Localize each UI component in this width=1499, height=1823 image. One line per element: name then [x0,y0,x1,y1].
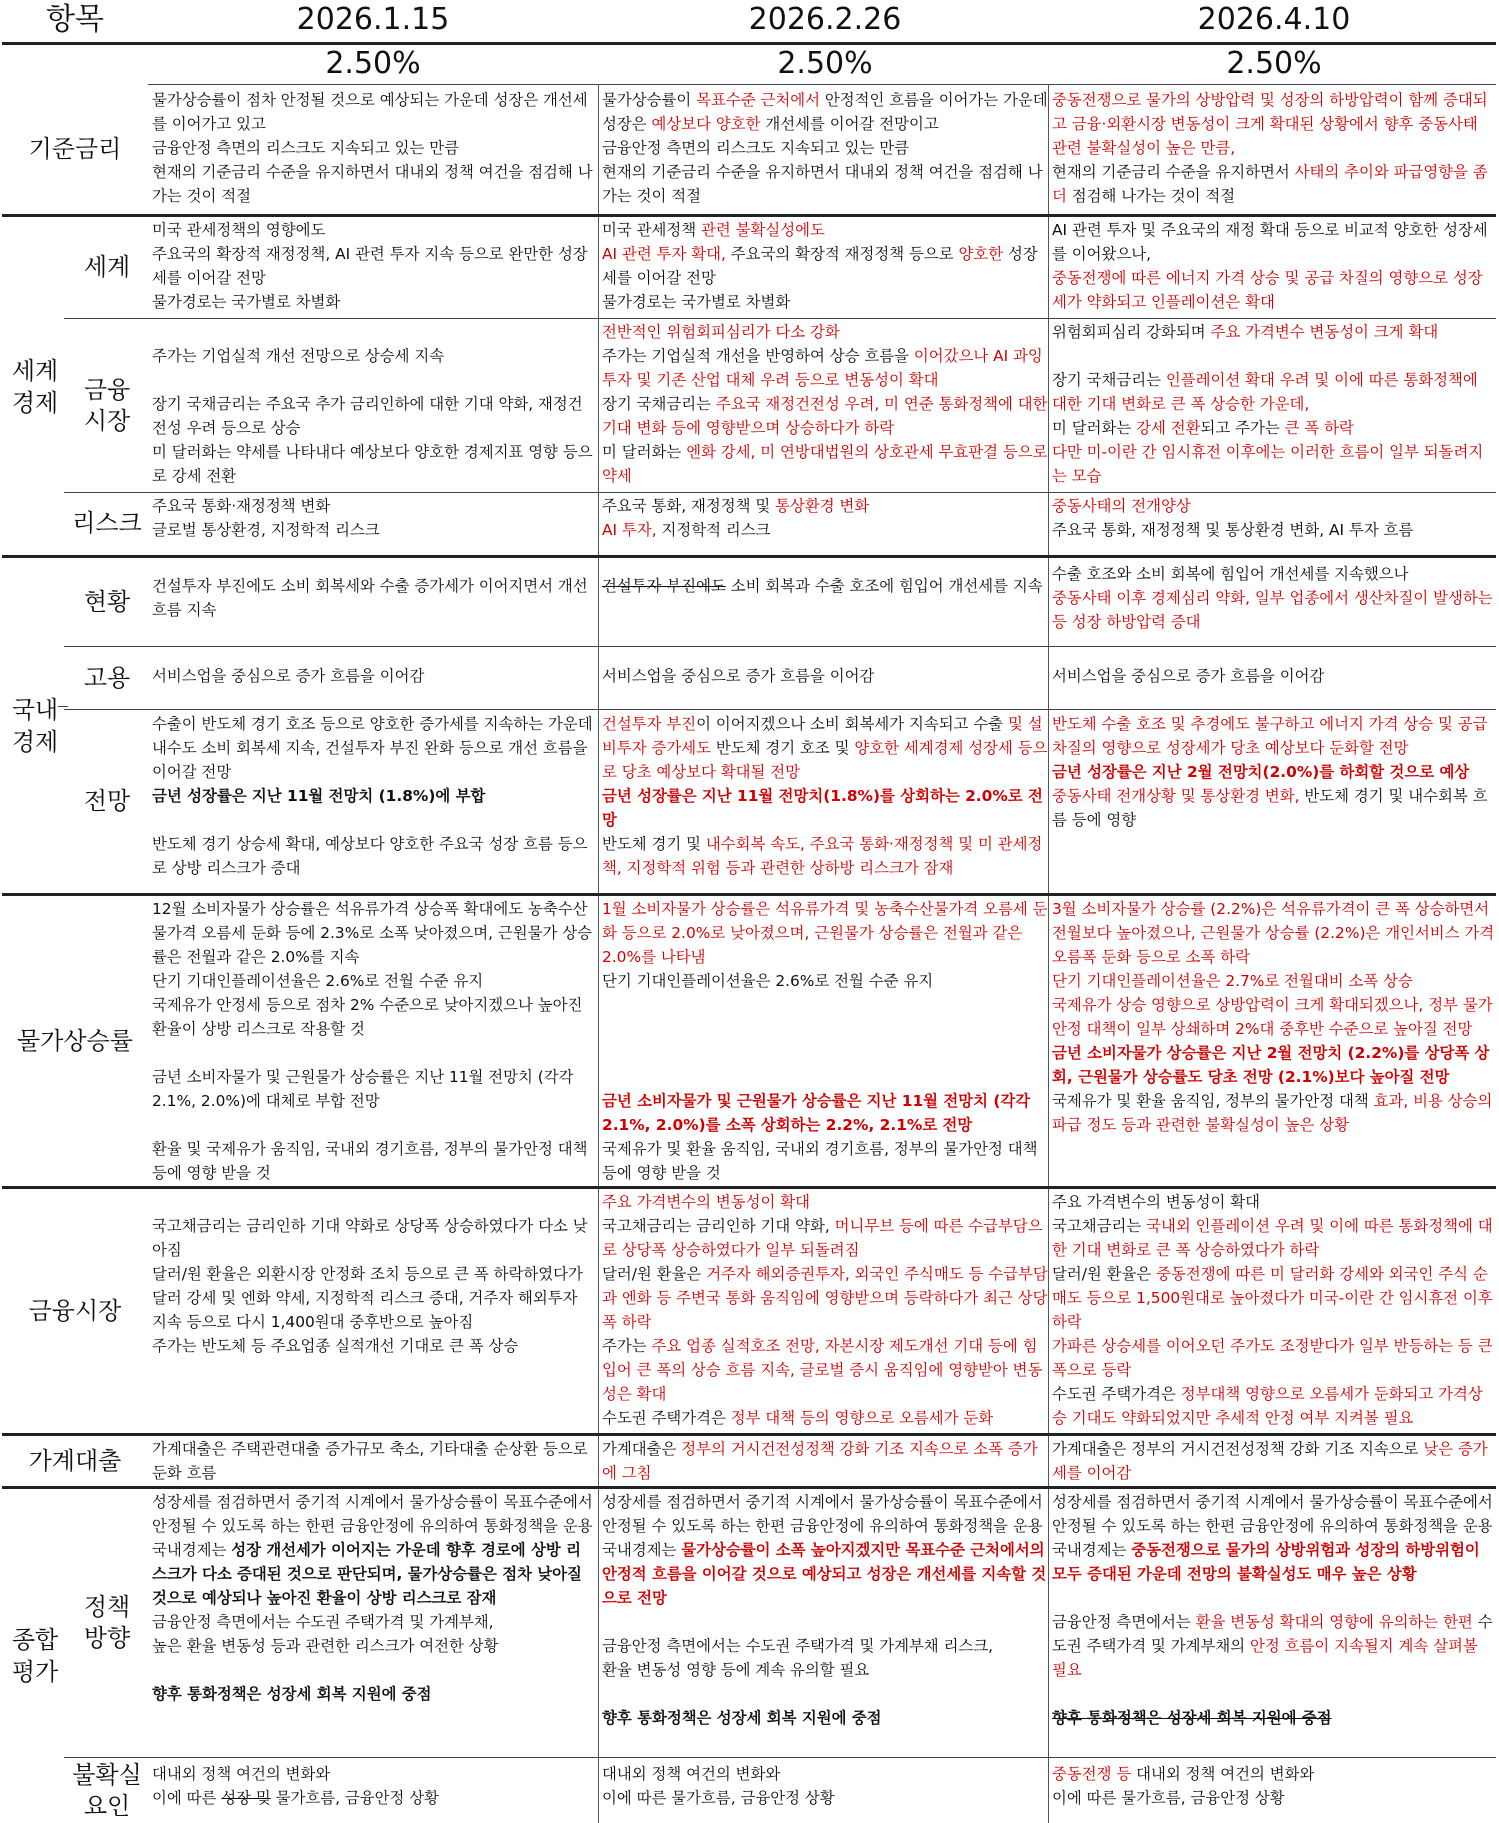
col-sep-1 [598,84,599,1823]
cell-outlook-2 [602,712,1048,892]
cell-text-segment: AI 관련 투자 확대, [602,245,726,263]
cell-fin-market-1 [152,1190,594,1432]
cell-text-segment: 현재의 기준금리 수준을 유지하면서 [1052,163,1290,181]
label-domestic-economy: 국내 경제 [11,695,59,756]
cell-text-segment: 지정학적 리스크 [656,521,771,539]
cell-text-segment: 주가는 기업실적 개선을 반영하여 상승 흐름을 [602,347,909,365]
cell-risk-3 [1052,494,1496,552]
cell-text-segment: 12월 소비자물가 상승률은 석유류가격 상승폭 확대에도 농축수산물가격 오름세 둔화 등에 2.3%로 소폭 낮아졌으며, 근원물가 상승률은 전월과 같은 2.0%를 지속 단기 기대인플레이션율은 2.6%로 전월 수준 유지 국제유가 안정세 등으로 점차 2% 수준으로 낮아지겠으나 높아진 환율이 상방 리스크로 작용할 것 금년 소비자물가 및 근원물가 상승률은 지난 11월 전망치 (각각 2.1%, 2.0%)에 대체로 부합 전망 환율 및 국제유가 움직임, 국내외 경기흐름, 정부의 물가안정 대책 등에 영향 받을 것 [152,900,592,1182]
cell-text-segment: 금년 소비자물가 및 근원물가 상승률은 지난 11월 전망치 (각각 2.1%, 2.0%)를 소폭 상회하는 2.2%, 2.1%로 전망 [602,1092,1031,1134]
cell-status-1 [152,574,594,644]
cell-text-segment: 정부의 거시건전성정책 강화 기조 지속으로 소폭 증가에 그침 [602,1440,1038,1482]
cell-text-segment: 위험회피심리 강화되며 [1052,323,1211,341]
cell-text-segment: 금년 성장률은 지난 2월 전망치(2.0%)를 하회할 것으로 예상 [1052,763,1470,781]
cell-text-segment: 성장 개선세가 이어지는 가운데 향후 경로에 상방 리스크가 다소 증대된 것으로 판단되며, 물가상승률은 점차 낮아질 것으로 예상되나 높아진 환율이 상방 리스크로 잠재 [152,1541,582,1607]
cell-text-segment: 국제유가 및 환율 움직임, 국내외 경기흐름, 정부의 물가안정 대책 등에 영향 받을 것 [602,1140,1038,1182]
cell-text-segment: 환율 변동성 확대의 영향에 유의하는 한편 [1195,1613,1473,1631]
cell-text-segment: 장기 국채금리는 [1052,371,1161,389]
cell-text-segment: 점검해 나가는 것이 적절 [1066,187,1236,205]
cell-text-segment: 중동사태의 전개양상 [1052,497,1191,515]
label-fin-market: 금융시장 [28,1297,122,1325]
cell-uncertainty-1 [152,1762,594,1820]
cell-text-segment: 성장세를 점검하면서 중기적 시계에서 물가상승률이 목표수준에서 안정될 수 있도록 하는 한편 금융안정에 유의하여 통화정책을 운용 국내경제는 [602,1493,1043,1559]
cell-text-segment: AI 투자, [602,521,657,539]
label-household: 가계대출 [28,1447,122,1475]
cell-text-segment: 금년 성장률은 지난 11월 전망치 (1.8%)에 부합 [152,787,486,805]
cell-text-segment: 반도체 경기 상승세 확대, 예상보다 양호한 주요국 성장 흐름 등으로 상방 리스크가 증대 [152,835,588,877]
label-fin-market-world: 금융 시장 [83,375,131,435]
cell-text-segment: 향후 통화정책은 성장세 회복 지원에 중점 [152,1685,432,1703]
cell-text-segment: 이어갔으나 AI 과잉투자 및 기존 산업 대체 우려 등으로 변동성이 확대 [602,347,1043,389]
cell-text-segment: 반도체 수출 호조 및 추경에도 불구하고 에너지 가격 상승 및 공급 차질의 영향으로 성장세가 당초 예상보다 둔화할 전망 [1052,715,1488,757]
cell-text-segment: 주요 가격변수의 변동성이 확대 [602,1193,810,1211]
cell-text-segment: 중동전쟁으로 물가의 상방압력 및 성장의 하방압력이 함께 증대되고 금융·외환시장 변동성이 크게 확대된 상황에서 향후 중동사태 관련 불확실성이 높은 만큼, [1052,91,1488,157]
cell-risk-2 [602,494,1048,552]
cell-fin-world-3 [1052,320,1496,491]
cell-fin-market-2 [602,1190,1048,1432]
cell-text-segment: 주가는 [602,1337,647,1355]
col-sep-2 [1048,84,1049,1823]
cell-text-segment: 중동사태 전개상황 및 통상환경 변화, [1052,787,1300,805]
cell-text-segment: 반도체 경기 호조 및 [710,739,855,757]
cell-text-segment: 주요국 통화, 재정정책 및 [602,497,776,515]
cell-base-rate-2 [602,88,1048,212]
cell-text-segment: 국고채금리는 금리인하 기대 약화, [602,1217,830,1235]
cell-text-segment: 효과, 비용 상승의 파급 정도 등과 관련한 불확실성이 높은 상황 [1052,1092,1493,1134]
cell-text-segment: 통상환경 변화 [775,497,870,515]
cell-text-segment: 거주자 해외증권투자, 외국인 주식매도 등 수급부담과 엔화 등 주변국 통화 움직임에 영향받으며 등락하다가 최근 상당폭 하락 [602,1265,1048,1331]
cell-text-segment: 소비 회복과 수출 호조에 힘입어 개선세를 지속 [725,577,1043,595]
cell-text-segment: 서비스업을 중심으로 증가 흐름을 이어감 [152,667,425,685]
cell-text-segment: 대내외 정책 여건의 변화와 이에 따른 물가흐름, 금융안정 상황 [1052,1765,1315,1807]
cell-text-segment: 이 이어지겠으나 소비 회복세가 지속되고 수출 [696,715,1008,733]
cell-text-segment: 중동사태 이후 경제심리 약화, 일부 업종에서 생산차질이 발생하는 등 성장 하방압력 증대 [1052,589,1493,631]
cell-text-segment: 향후 통화정책은 성장세 회복 지원에 중점 [1052,1709,1332,1727]
cell-text-segment: 성장세를 점검하면서 중기적 시계에서 물가상승률이 목표수준에서 안정될 수 있도록 하는 한편 금융안정에 유의하여 통화정책을 운용 국내경제는 [152,1493,593,1559]
cell-inflation-3 [1052,897,1496,1185]
cell-text-segment: 수도권 주택가격은 [602,1409,726,1427]
cell-text-segment: 목표수준 근처에서 [696,91,820,109]
cell-text-segment: 되고 주가는 [1200,419,1285,437]
cell-text-segment: 가파른 상승세를 이어오던 주가도 조정받다가 일부 반등하는 등 큰 폭으로 등락 [1052,1337,1493,1379]
date-col-2: 2026.2.26 [748,2,902,37]
cell-text-segment: 수도권 주택가격 및 가계부채의 [1052,1613,1493,1655]
cell-text-segment: 달러/원 환율은 [602,1265,702,1283]
cell-inflation-2 [602,897,1048,1185]
cell-text-segment: 반도체 경기 및 [602,835,701,853]
divider [2,893,1496,896]
label-world: 세계 [83,252,131,281]
cell-text-segment: 금년 소비자물가 상승률은 지난 2월 전망치 (2.2%)를 상당폭 상회, 근원물가 상승률도 당초 전망 (2.1%)보다 높아질 전망 [1052,1044,1490,1086]
label-outlook: 전망 [83,787,131,815]
divider [64,318,1496,319]
cell-uncertainty-2 [602,1762,1048,1820]
divider [64,646,1496,647]
cell-employment-3 [1052,664,1496,708]
cell-text-segment: 국제유가 및 환율 움직임, 정부의 물가안정 대책 [1052,1092,1369,1110]
label-uncertainty: 불확실 요인 [72,1760,142,1820]
label-inflation: 물가상승률 [17,1027,133,1055]
cell-text-segment: 물가상승률이 점차 안정될 것으로 예상되는 가운데 성장은 개선세를 이어가고 있고 금융안정 측면의 리스크도 지속되고 있는 만큼 현재의 기준금리 수준을 유지하면서 대내외 정책 여건을 점검해 나가는 것이 적절 [152,91,593,205]
cell-text-segment: 대내외 정책 여건의 변화와 이에 따른 [152,1765,331,1807]
label-policy: 정책 방향 [83,1593,131,1652]
cell-text-segment: 주요국 재정건전성 우려, 미 연준 통화정책에 대한 기대 변화 등에 영향받으며 상승하다가 하락 [602,395,1048,437]
cell-text-segment: 정부 대책 등의 영향으로 오름세가 둔화 [730,1409,994,1427]
cell-employment-2 [602,664,1048,708]
cell-text-segment: 주가는 기업실적 개선 전망으로 상승세 지속 장기 국채금리는 주요국 추가 금리인하에 대한 기대 약화, 재정건전성 우려 등으로 상승 미 달러화는 약세를 나타내다 예상보다 양호한 경제지표 영향 등으로 강세 전환 [152,347,593,485]
label-employment: 고용 [83,663,131,692]
divider [64,709,1496,710]
cell-fin-world-2 [602,320,1048,491]
cell-outlook-1 [152,712,594,892]
cell-text-segment: 건설투자 부진에도 [602,577,726,595]
cell-text-segment: 국내외 인플레이션 우려 및 이에 따른 통화정책에 대한 기대 변화로 큰 폭 상승하였다가 하락 [1052,1217,1493,1259]
cell-text-segment: 낮은 증가세를 이어감 [1052,1440,1488,1482]
cell-text-segment: 금년 성장률은 지난 11월 전망치(1.8%)를 상회하는 2.0%로 전망 [602,787,1043,829]
cell-text-segment: 미국 관세정책의 영향에도 주요국의 확장적 재정정책, AI 관련 투자 지속 등으로 완만한 성장세를 이어갈 전망 물가경로는 국가별로 차별화 [152,221,588,311]
label-world-economy: 세계 경제 [11,357,59,417]
cell-text-segment: 관련 불확실성에도 [701,221,825,239]
cell-world-1 [152,218,594,317]
cell-text-segment: 내수회복 속도, 주요국 통화·재정정책 및 미 관세정책, 지정학적 위험 등과 관련한 상하방 리스크가 잠재 [602,835,1043,877]
cell-text-segment: 수출이 반도체 경기 호조 등으로 양호한 증가세를 지속하는 가운데 내수도 소비 회복세 지속, 건설투자 부진 완화 등으로 개선 흐름을 이어갈 전망 [152,715,593,781]
cell-text-segment: 중동전쟁으로 물가의 상방위험과 성장의 하방위험이 모두 증대된 가운데 전망의 불확실성도 매우 높은 상황 [1052,1541,1480,1583]
cell-inflation-1 [152,897,594,1185]
rate-col-1: 2.50% [325,46,421,81]
cell-text-segment: 미 달러화는 [602,443,682,461]
date-col-1: 2026.1.15 [296,2,450,37]
header-item: 항목 [46,2,104,37]
label-overall: 종합 평가 [11,1626,59,1686]
cell-policy-3 [1052,1490,1496,1756]
cell-text-segment: 금융안정 측면에서는 수도권 주택가격 및 가계부채 리스크, 환율 변동성 영향 등에 계속 유의할 필요 [602,1637,994,1679]
cell-text-segment: 큰 폭 하락 [1284,419,1354,437]
cell-text-segment: 1월 소비자물가 상승률은 석유류가격 및 농축수산물가격 오름세 둔화 등으로 2.0%로 낮아졌으며, 근원물가 상승률은 전월과 같은 2.0%를 나타냄 [602,900,1048,966]
cell-employment-1 [152,664,594,708]
cell-text-segment: 중동전쟁에 따른 에너지 가격 상승 및 공급 차질의 영향으로 성장세가 약화되고 인플레이션은 확대 [1052,269,1483,311]
cell-text-segment: 양호한 세계경제 성장세 등으로 당초 예상보다 확대될 전망 [602,739,1048,781]
cell-text-segment: 가계대출은 주택관련대출 증가규모 축소, 기타대출 순상환 등으로 둔화 흐름 [152,1440,588,1482]
cell-text-segment: 3월 소비자물가 상승률 (2.2%)은 석유류가격이 큰 폭 상승하면서 전월보다 높아졌으나, 근원물가 상승률 (2.2%)은 개인서비스 가격 오름폭 둔화 등으로 소폭 하락 단기 기대인플레이션율은 2.7%로 전월대비 소폭 상승 국제유가 상승 영향으로 상방압력이 크게 확대되겠으나, 정부 물가안정 대책이 일부 상쇄하며 2%대 중후반 수준으로 높아질 전망 [1052,900,1495,1038]
cell-text-segment: 머니무브 등에 따른 수급부담으로 상당폭 상승하였다가 일부 되돌려짐 [602,1217,1043,1259]
cell-text-segment: 사태의 추이와 파급영향을 좀 더 [1052,163,1488,205]
cell-text-segment: 정부대책 영향으로 오름세가 둔화되고 가격상승 기대도 약화되었지만 추세적 안정 여부 지켜볼 필요 [1052,1385,1483,1427]
cell-household-3 [1052,1437,1496,1485]
cell-text-segment: 대내외 정책 여건의 변화와 이에 따른 물가흐름, 금융안정 상황 [602,1765,835,1807]
cell-text-segment: 미 달러화는 [1052,419,1132,437]
cell-text-segment: 가계대출은 정부의 거시건전성정책 강화 기조 지속으로 [1052,1440,1424,1458]
cell-text-segment: 국고채금리는 금리인하 기대 약화로 상당폭 상승하였다가 다소 낮아짐 달러/원 환율은 외환시장 안정화 조치 등으로 큰 폭 하락하였다가 달러 강세 및 엔화 약세, 지정학적 리스크 증대, 거주자 해외투자 지속 등으로 다시 1,400원대 중후반으로 높아짐 주가는 반도체 등 주요업종 실적개선 기대로 큰 폭 상승 [152,1217,588,1355]
cell-text-segment: 양호한 [958,245,1004,263]
cell-text-segment: 서비스업을 중심으로 증가 흐름을 이어감 [1052,667,1325,685]
cell-text-segment: 엔화 강세, 미 연방대법원의 상호관세 무효판결 등으로 약세 [602,443,1048,485]
divider [2,1186,1496,1189]
cell-text-segment: 가계대출은 [602,1440,682,1458]
cell-text-segment: 향후 통화정책은 성장세 회복 지원에 중점 [602,1709,882,1727]
cell-risk-1 [152,494,594,552]
cell-text-segment: 미국 관세정책 [602,221,701,239]
cell-text-segment: 안정 흐름이 지속될지 계속 살펴볼 필요 [1052,1637,1478,1679]
cell-text-segment: 주요국 통화, 재정정책 및 통상환경 변화, AI 투자 흐름 [1052,521,1414,539]
cell-text-segment: 서비스업을 중심으로 증가 흐름을 이어감 [602,667,875,685]
cell-fin-world-1 [152,320,594,491]
cell-text-segment: 중동전쟁 등 [1052,1765,1132,1783]
header-divider [2,42,1496,45]
cell-policy-1 [152,1490,594,1756]
rate-col-3: 2.50% [1226,46,1322,81]
cell-text-segment: 전반적인 위험회피심리가 다소 강화 [602,323,840,341]
cell-world-3 [1052,218,1496,317]
cell-text-segment: 중동전쟁에 따른 미 달러화 강세와 외국인 주식 순매도 등으로 1,500원대로 높아졌다가 미국-이란 간 임시휴전 이후 하락 [1052,1265,1493,1331]
cell-text-segment: 반도체 경기 및 내수회복 흐름 등에 영향 [1052,787,1488,829]
cell-text-segment: 건설투자 부진에도 소비 회복세와 수출 증가세가 이어지면서 개선 흐름 지속 [152,577,588,619]
cell-text-segment: 장기 국채금리는 [602,395,711,413]
cell-uncertainty-3 [1052,1762,1496,1820]
cell-text-segment: 예상보다 양호한 [651,115,761,133]
cell-text-segment: 강세 전환 [1136,419,1201,437]
cell-text-segment: 성장세를 점검하면서 중기적 시계에서 물가상승률이 목표수준에서 안정될 수 있도록 하는 한편 금융안정에 유의하여 통화정책을 운용 국내경제는 [1052,1493,1493,1559]
rate-col-2: 2.50% [777,46,873,81]
cell-text-segment: 단기 기대인플레이션율은 2.6%로 전월 수준 유지 [602,972,934,990]
cell-text-segment: 개선세를 이어갈 전망이고 금융안정 측면의 리스크도 지속되고 있는 만큼 현재의 기준금리 수준을 유지하면서 대내외 정책 여건을 점검해 나가는 것이 적절 [602,115,1043,205]
cell-text-segment: 주요 가격변수의 변동성이 확대 국고채금리는 [1052,1193,1260,1235]
cell-text-segment: 다만 미-이란 간 임시휴전 이후에는 이러한 흐름이 일부 되돌려지는 모습 [1052,443,1484,485]
cell-text-segment: 달러/원 환율은 [1052,1265,1152,1283]
cell-text-segment: 건설투자 부진 [602,715,697,733]
cell-text-segment: AI 관련 투자 및 주요국의 재정 확대 등으로 비교적 양호한 성장세를 이어왔으나, [1052,221,1488,263]
divider [64,492,1496,493]
cell-text-segment: 주요 가격변수 변동성이 크게 확대 [1210,323,1439,341]
cell-text-segment: 수도권 주택가격은 [1052,1385,1176,1403]
divider [2,1433,1496,1436]
label-risk: 리스크 [72,508,142,537]
cell-text-segment: 인플레이션 확대 우려 및 이에 따른 통화정책에 대한 기대 변화로 큰 폭 상승한 가운데, [1052,371,1478,413]
cell-text-segment: 성장세를 이어갈 전망 물가경로는 국가별로 차별화 [602,245,1038,311]
divider [64,1757,1496,1758]
cell-household-1 [152,1437,594,1485]
cell-outlook-3 [1052,712,1496,892]
cell-text-segment: 성장 및 [221,1789,271,1807]
label-base-rate: 기준금리 [28,135,122,163]
cell-text-segment: 주요 업종 실적호조 전망, 자본시장 제도개선 기대 등에 힘입어 큰 폭의 상승 흐름 지속, 글로벌 증시 움직임에 영향받아 변동성은 확대 [602,1337,1043,1403]
cell-status-3 [1052,562,1496,644]
cell-fin-market-3 [1052,1190,1496,1432]
cell-text-segment: 물가상승률이 소폭 높아지겠지만 목표수준 근처에서의 안정적 흐름을 이어갈 것으로 예상되고 성장은 개선세를 지속할 것으로 전망 [602,1541,1047,1607]
cell-world-2 [602,218,1048,317]
cell-text-segment: 물가상승률이 [602,91,697,109]
cell-text-segment: 금융안정 측면에서는 [1052,1613,1191,1631]
cell-text-segment: 안정적인 흐름을 이어가는 가운데 성장은 [602,91,1048,133]
divider [2,555,1496,558]
cell-policy-2 [602,1490,1048,1756]
cell-household-2 [602,1437,1048,1485]
cell-base-rate-1 [152,88,594,212]
rate-divider [148,84,1496,85]
cell-text-segment: 물가흐름, 금융안정 상황 [270,1789,440,1807]
cell-text-segment: 주요국의 확장적 재정정책 등으로 [725,245,959,263]
divider [2,1486,1496,1489]
date-col-3: 2026.4.10 [1197,2,1351,37]
cell-base-rate-3 [1052,88,1496,212]
cell-text-segment: 및 설비투자 증가세도 [602,715,1043,757]
divider [2,214,1496,217]
cell-text-segment: 주요국 통화·재정정책 변화 글로벌 통상환경, 지정학적 리스크 [152,497,380,539]
label-status: 현황 [83,587,131,616]
cell-status-2 [602,574,1048,644]
cell-text-segment: 수출 호조와 소비 회복에 힘입어 개선세를 지속했으나 [1052,565,1409,583]
cell-text-segment: 금융안정 측면에서는 수도권 주택가격 및 가계부채, 높은 환율 변동성 등과 관련한 리스크가 여전한 상황 [152,1613,499,1655]
